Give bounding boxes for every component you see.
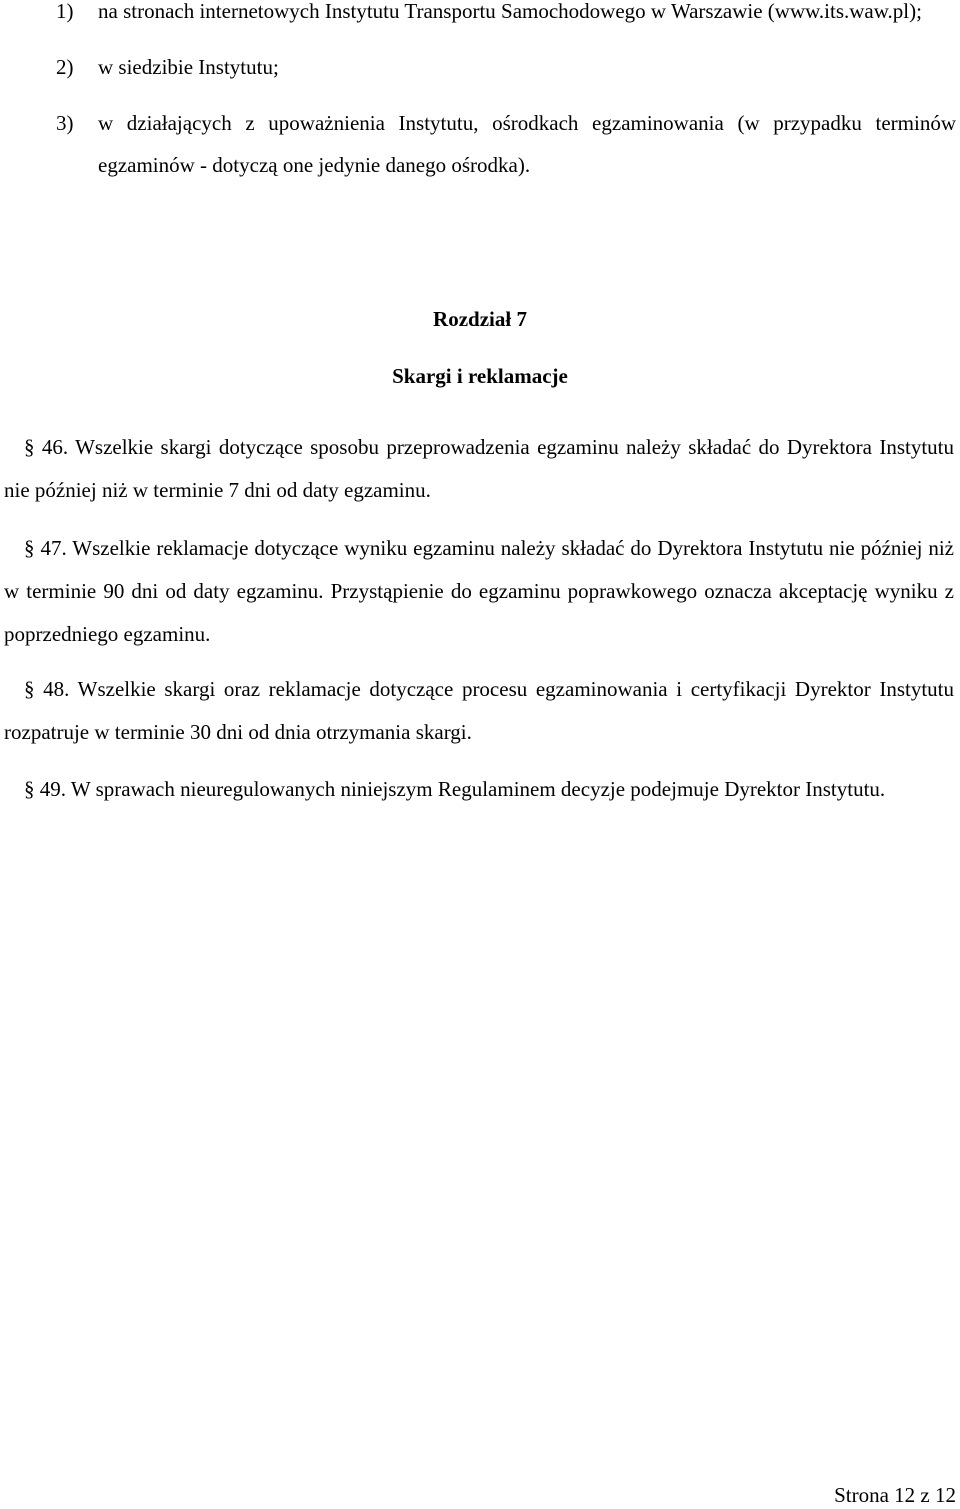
list-item-text: na stronach internetowych Instytutu Transportu Samochodowego w Warszawie (www.its.waw.pl); <box>98 0 922 23</box>
list-item-text: w siedzibie Instytutu; <box>98 55 279 79</box>
chapter-subtitle: Skargi i reklamacje <box>392 364 568 388</box>
list-item <box>56 102 956 186</box>
paragraph-48 <box>4 668 954 754</box>
list-item-number: 3) <box>56 111 74 135</box>
paragraph-number: 46. <box>41 435 69 459</box>
source-list <box>56 0 956 186</box>
paragraph-text: W sprawach nieuregulowanych niniejszym Regulaminem decyzje podejmuje Dyrektor Instytutu. <box>70 777 886 801</box>
paragraph-number: 48. <box>43 677 70 701</box>
list-item-number: 2) <box>56 55 74 79</box>
paragraph-text: Wszelkie skargi oraz reklamacje dotyczące procesu egzaminowania i certyfikacji Dyrektor Instytutu rozpatruje w terminie 30 dni od dnia otrzymania skargi. <box>4 677 955 744</box>
paragraph-number: 49. <box>39 777 66 801</box>
section-sign: § <box>24 677 35 701</box>
paragraph-text: Wszelkie reklamacje dotyczące wyniku egzaminu należy składać do Dyrektora Instytutu nie później niż w terminie 90 dni od daty egzaminu. Przystąpienie do egzaminu poprawkowego oznacza akceptację wyniku z poprzedniego egzaminu. <box>4 536 955 646</box>
list-item-number: 1) <box>56 0 74 23</box>
paragraph-49 <box>4 768 954 811</box>
paragraph-text: Wszelkie skargi dotyczące sposobu przeprowadzenia egzaminu należy składać do Dyrektora Instytutu nie później niż w terminie 7 dni od daty egzaminu. <box>4 435 954 502</box>
section-sign: § <box>24 435 35 459</box>
list-item-text: w działających z upoważnienia Instytutu, ośrodkach egzaminowania (w przypadku terminów egzaminów - dotyczą one jedynie danego ośrodka). <box>98 111 956 177</box>
paragraph-number: 47. <box>40 536 67 560</box>
paragraph-46 <box>4 426 954 512</box>
list-item <box>56 0 956 32</box>
paragraph-47 <box>4 527 954 656</box>
section-sign: § <box>24 536 35 560</box>
section-sign: § <box>24 777 35 801</box>
list-item <box>56 46 956 88</box>
chapter-title: Rozdział 7 <box>433 307 527 331</box>
page-number: Strona 12 z 12 <box>834 1483 956 1507</box>
